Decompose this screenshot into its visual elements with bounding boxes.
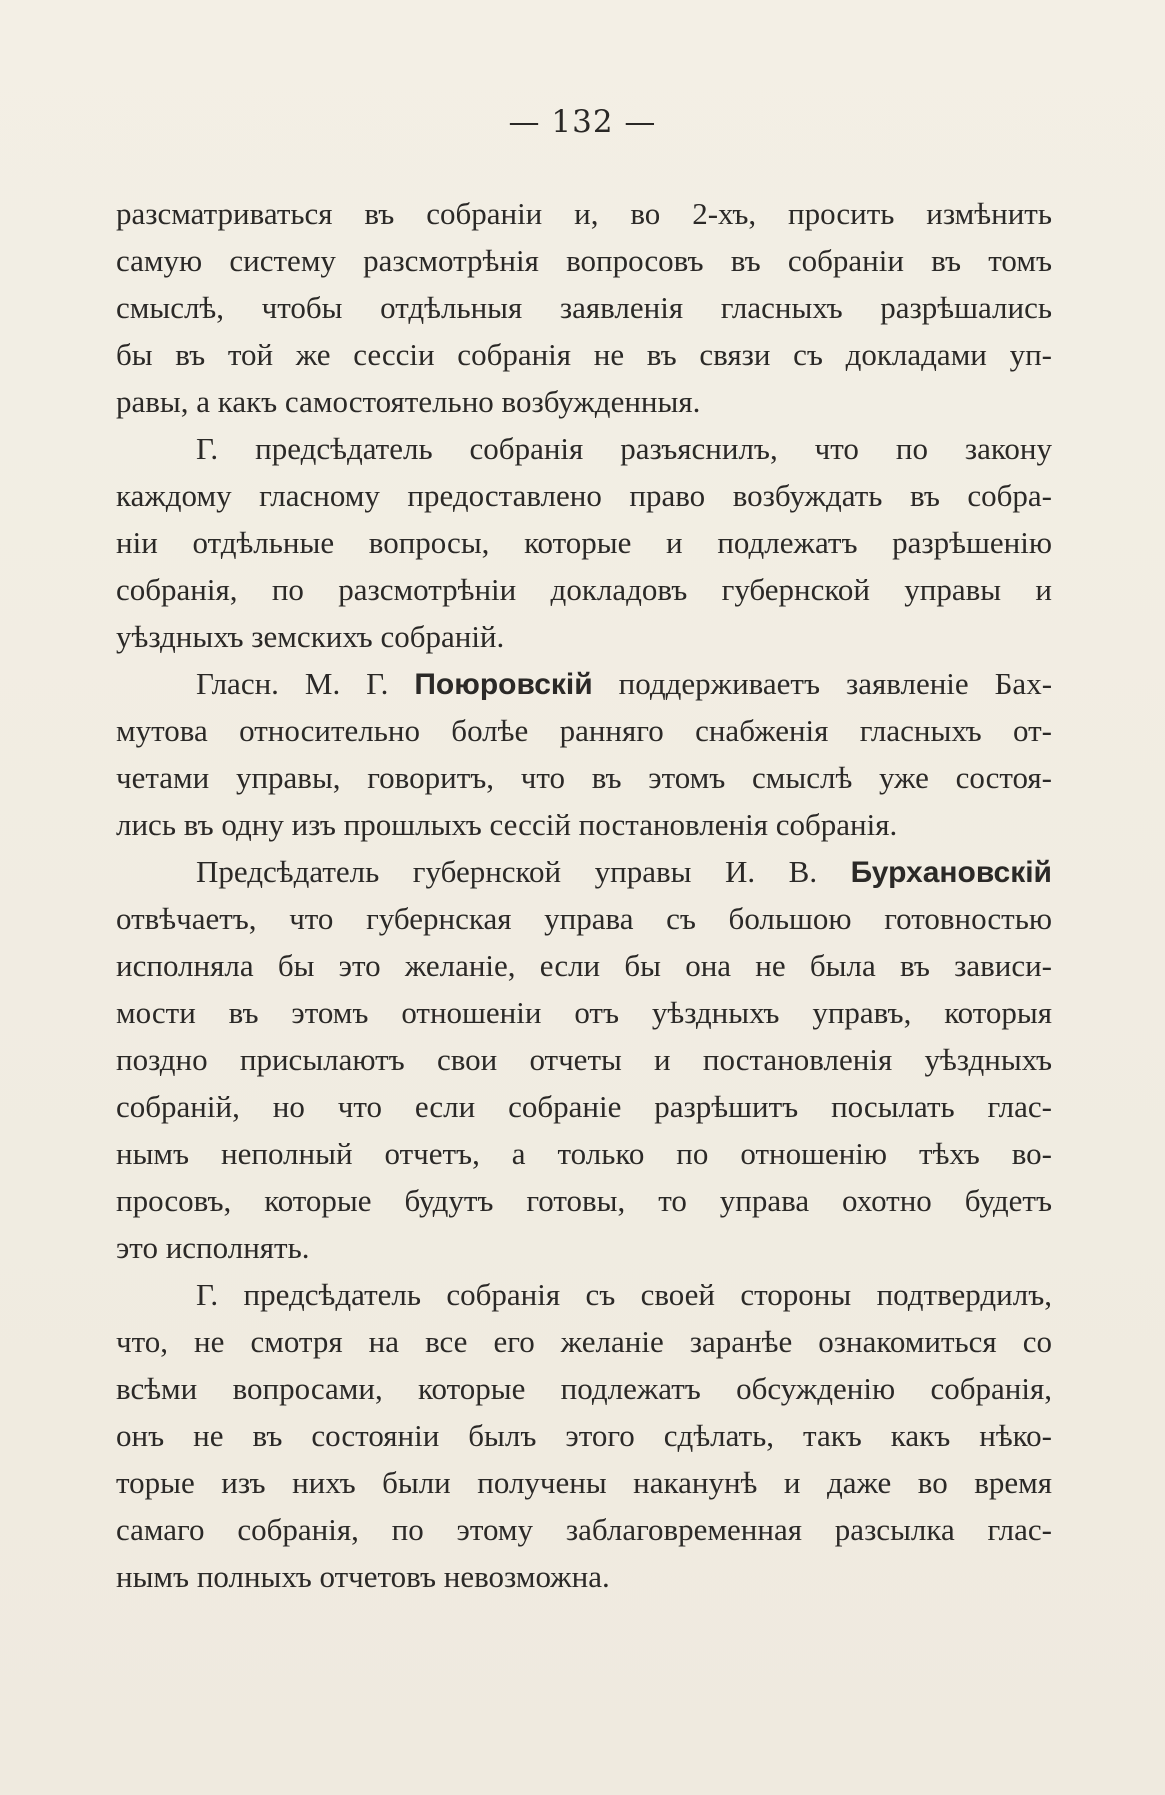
paragraph-4 <box>116 848 1052 1271</box>
text-line: торые изъ нихъ были получены наканунѣ и даже во время <box>116 1465 1052 1500</box>
text-line: разсматриваться въ собраніи и, во 2-хъ, просить измѣнить <box>116 196 1052 231</box>
paragraph-1 <box>116 190 1052 425</box>
paragraph-2 <box>116 425 1052 660</box>
text-line: просовъ, которые будутъ готовы, то управа охотно будетъ <box>116 1183 1052 1218</box>
text-line <box>116 660 1052 707</box>
body-text <box>116 190 1052 1600</box>
text-line: четами управы, говоритъ, что въ этомъ смыслѣ уже состоя- <box>116 760 1052 795</box>
text-line: онъ не въ состояніи былъ этого сдѣлать, такъ какъ нѣко- <box>116 1418 1052 1453</box>
text-line: всѣми вопросами, которые подлежатъ обсужденію собранія, <box>116 1371 1052 1406</box>
text-line: Г. предсѣдатель собранія съ своей стороны подтвердилъ, <box>196 1277 1052 1312</box>
text-line: равы, а какъ самостоятельно возбужденныя. <box>116 384 701 419</box>
person-name: Поюровскій <box>414 668 593 701</box>
paragraph-5 <box>116 1271 1052 1600</box>
text-line: мости въ этомъ отношеніи отъ уѣздныхъ управъ, которыя <box>116 995 1052 1030</box>
text-line: самаго собранія, по этому заблаговременная разсылка глас- <box>116 1512 1052 1547</box>
text-line: Г. предсѣдатель собранія разъяснилъ, что по закону <box>196 431 1052 466</box>
text-line: собраній, но что если собраніе разрѣшитъ посылать глас- <box>116 1089 1052 1124</box>
text-span: Гласн. М. Г. <box>196 666 389 701</box>
text-line: исполняла бы это желаніе, если бы она не была въ зависи- <box>116 948 1052 983</box>
text-line: ніи отдѣльные вопросы, которые и подлежатъ разрѣшенію <box>116 525 1052 560</box>
text-line <box>116 848 1052 895</box>
text-line: смыслѣ, чтобы отдѣльныя заявленія гласныхъ разрѣшались <box>116 290 1052 325</box>
text-line: самую систему разсмотрѣнія вопросовъ въ собраніи въ томъ <box>116 243 1052 278</box>
person-name: Бурхановскій <box>850 856 1052 889</box>
text-line: мутова относительно болѣе ранняго снабженія гласныхъ от- <box>116 713 1052 748</box>
text-line: каждому гласному предоставлено право возбуждать въ собра- <box>116 478 1052 513</box>
text-line: нымъ неполный отчетъ, а только по отношенію тѣхъ во- <box>116 1136 1052 1171</box>
text-line: это исполнять. <box>116 1230 310 1265</box>
text-span: поддерживаетъ заявленіе Бах- <box>618 666 1053 701</box>
text-line: собранія, по разсмотрѣніи докладовъ губернской управы и <box>116 572 1052 607</box>
text-line: отвѣчаетъ, что губернская управа съ большою готовностью <box>116 901 1052 936</box>
text-line: лись въ одну изъ прошлыхъ сессій постановленія собранія. <box>116 807 898 842</box>
text-line: что, не смотря на все его желаніе заранѣе ознакомиться со <box>116 1324 1052 1359</box>
text-line: уѣздныхъ земскихъ собраній. <box>116 619 505 654</box>
page-number: — 132 — <box>508 104 657 140</box>
paragraph-3 <box>116 660 1052 848</box>
text-line: поздно присылаютъ свои отчеты и постановленія уѣздныхъ <box>116 1042 1052 1077</box>
text-line: нымъ полныхъ отчетовъ невозможна. <box>116 1559 610 1594</box>
text-line: бы въ той же сессіи собранія не въ связи съ докладами уп- <box>116 337 1052 372</box>
text-span: Предсѣдатель губернской управы И. В. <box>196 854 818 889</box>
